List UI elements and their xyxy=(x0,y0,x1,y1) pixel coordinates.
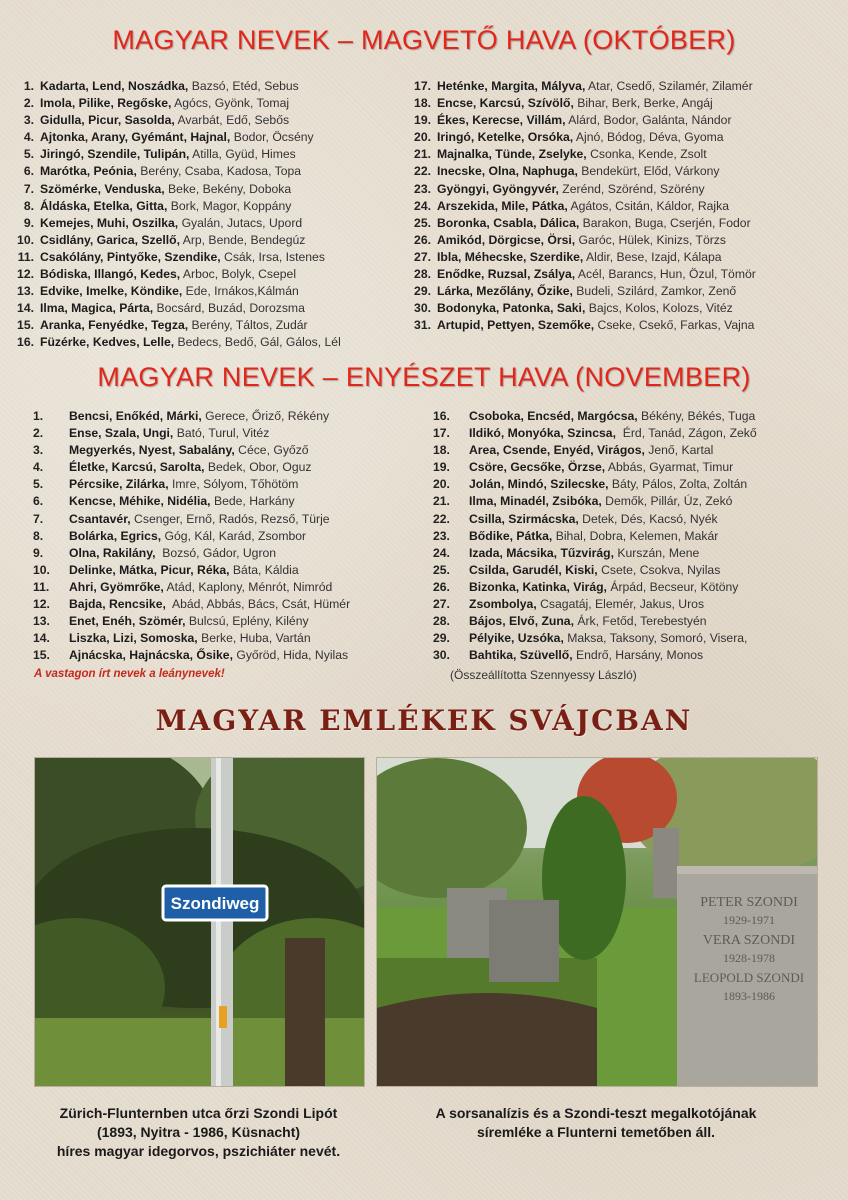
name-day-row xyxy=(433,613,757,630)
name-day-row xyxy=(403,181,756,198)
name-day-row xyxy=(433,459,757,476)
boy-names: Bede, Harkány xyxy=(210,494,295,509)
day-number: 2. xyxy=(33,426,44,441)
day-number: 14. xyxy=(17,301,34,316)
name-day-row xyxy=(433,493,757,510)
name-day-row xyxy=(403,112,756,129)
boy-names: Avarbát, Edő, Sebős xyxy=(174,113,290,128)
day-number: 7. xyxy=(33,511,44,526)
girl-names: Csantavér, xyxy=(69,511,131,526)
boy-names: Győröd, Hida, Nyilas xyxy=(232,648,349,663)
girl-names: Boronka, Csabla, Dálica, xyxy=(437,215,580,230)
name-day-row xyxy=(33,476,350,493)
day-number: 18. xyxy=(433,443,450,458)
boy-names: Csagatáj, Elemér, Jakus, Uros xyxy=(536,597,705,612)
name-day-row xyxy=(403,232,756,249)
day-number: 13. xyxy=(33,614,50,629)
boy-names: Bedecs, Bedő, Gál, Gálos, Lél xyxy=(174,335,341,350)
girl-names: Encse, Karcsú, Szívölő, xyxy=(437,96,574,111)
girl-names: Zsombolya, xyxy=(469,597,537,612)
name-day-row xyxy=(6,95,341,112)
name-day-row xyxy=(33,528,350,545)
street-sign-illustration xyxy=(35,758,364,1086)
name-day-row xyxy=(433,647,757,664)
boy-names: Barakon, Buga, Cserjén, Fodor xyxy=(579,215,751,230)
name-day-row xyxy=(433,596,757,613)
name-day-row xyxy=(433,425,757,442)
left-photo-caption xyxy=(34,1104,363,1161)
girl-names: Heténke, Margita, Mályva, xyxy=(437,79,586,93)
girl-names: Aranka, Fenyédke, Tegza, xyxy=(40,318,189,333)
day-number: 27. xyxy=(414,249,431,264)
day-number: 20. xyxy=(414,130,431,145)
day-number: 29. xyxy=(433,631,450,646)
boy-names: Ede, Irnákos,Kálmán xyxy=(182,284,299,299)
day-number: 28. xyxy=(414,267,431,282)
boy-names: Atar, Csedő, Szilamér, Zilamér xyxy=(585,79,753,93)
day-number: 3. xyxy=(33,443,44,458)
boy-names: Csák, Irsa, Istenes xyxy=(220,249,325,264)
girl-names: Csilda, Garudél, Kiski, xyxy=(469,562,598,577)
girl-names: Bahtika, Szüvellő, xyxy=(469,648,573,663)
day-number: 2. xyxy=(23,96,34,111)
day-number: 19. xyxy=(433,460,450,475)
boy-names: Ajnó, Bódog, Déva, Gyoma xyxy=(573,130,724,145)
girl-names: Pércsike, Zilárka, xyxy=(69,477,169,492)
girl-names: Pélyike, Uzsóka, xyxy=(469,631,564,646)
right-photo-caption xyxy=(376,1104,816,1142)
girl-names: Áldáska, Etelka, Gitta, xyxy=(40,198,168,213)
name-day-row xyxy=(6,300,341,317)
name-day-row xyxy=(403,317,756,334)
girl-names: Enet, Enéh, Szömér, xyxy=(69,614,186,629)
name-day-row xyxy=(433,630,757,647)
day-number: 11. xyxy=(33,579,50,594)
name-day-row xyxy=(33,545,350,562)
girl-names: Amikód, Dörgicse, Örsi, xyxy=(437,232,576,247)
name-day-row xyxy=(403,215,756,232)
girl-names: Kencse, Méhike, Nidélia, xyxy=(69,494,211,509)
girl-names: Bolárka, Egrics, xyxy=(69,528,162,543)
day-number: 21. xyxy=(433,494,450,509)
girl-names: Area, Csende, Enyéd, Virágos, xyxy=(469,443,645,458)
name-day-row xyxy=(6,146,341,163)
boy-names: Berke, Huba, Vartán xyxy=(197,631,311,646)
boy-names: Csenger, Ernő, Radós, Rezső, Türje xyxy=(130,511,330,526)
day-number: 8. xyxy=(23,198,34,213)
name-day-row xyxy=(6,215,341,232)
day-number: 17. xyxy=(433,426,450,441)
girl-names: Életke, Karcsú, Sarolta, xyxy=(69,460,205,475)
day-number: 15. xyxy=(33,648,50,663)
name-day-row xyxy=(403,283,756,300)
name-day-row xyxy=(33,425,350,442)
name-day-row xyxy=(6,283,341,300)
name-day-row xyxy=(6,249,341,266)
day-number: 24. xyxy=(433,545,450,560)
girl-names: Bájos, Elvő, Zuna, xyxy=(469,614,574,629)
name-day-row xyxy=(33,630,350,647)
boy-names: Árk, Fetőd, Terebestyén xyxy=(573,614,707,629)
day-number: 29. xyxy=(414,284,431,299)
boy-names: Alárd, Bodor, Galánta, Nándor xyxy=(565,113,732,128)
boy-names: Abbás, Gyarmat, Timur xyxy=(605,460,734,475)
girl-names: Ajtonka, Arany, Gyémánt, Hajnal, xyxy=(40,130,231,145)
girl-names: Megyerkés, Nyest, Sabalány, xyxy=(69,443,235,458)
boy-names: Atilla, Gyüd, Himes xyxy=(189,147,296,162)
day-number: 16. xyxy=(17,335,34,350)
name-day-row xyxy=(33,511,350,528)
day-number: 23. xyxy=(433,528,450,543)
girl-names: Delinke, Mátka, Picur, Réka, xyxy=(69,562,230,577)
boy-names: Gerece, Őriző, Rékény xyxy=(201,409,330,423)
girl-names: Füzérke, Kedves, Lelle, xyxy=(40,335,175,350)
day-number: 5. xyxy=(33,477,44,492)
caption-line: híres magyar idegorvos, pszichiáter nevét. xyxy=(56,1143,341,1159)
day-number: 12. xyxy=(17,267,34,282)
name-day-row xyxy=(33,647,350,664)
boy-names: Érd, Tanád, Zágon, Zekő xyxy=(615,426,757,441)
boy-names: Imre, Sólyom, Tőhötöm xyxy=(168,477,299,492)
girl-names: Ildikó, Monyóka, Szincsa, xyxy=(469,426,616,441)
boy-names: Céce, Győző xyxy=(234,443,309,458)
caption-line: (1893, Nyitra - 1986, Küsnacht) xyxy=(96,1124,301,1140)
boy-names: Csete, Csokva, Nyilas xyxy=(597,562,721,577)
name-day-row xyxy=(403,266,756,283)
day-number: 30. xyxy=(414,301,431,316)
name-day-row xyxy=(6,129,341,146)
girl-names: Imola, Pilike, Regőske, xyxy=(40,96,172,111)
girl-names: Ense, Szala, Ungi, xyxy=(69,426,174,441)
girl-names: Ilma, Magica, Párta, xyxy=(40,301,154,316)
name-day-row xyxy=(403,198,756,215)
girl-names: Bencsi, Enőkéd, Márki, xyxy=(69,409,202,423)
name-day-row xyxy=(403,249,756,266)
girl-names: Ajnácska, Hajnácska, Ősike, xyxy=(69,648,233,663)
girl-names: Gidulla, Picur, Sasolda, xyxy=(40,113,175,128)
name-day-row xyxy=(403,300,756,317)
girl-names: Kadarta, Lend, Noszádka, xyxy=(40,79,189,93)
girl-names: Inecske, Olna, Naphuga, xyxy=(437,164,578,179)
name-day-row xyxy=(403,163,756,180)
day-number: 27. xyxy=(433,597,450,612)
boy-names: Abád, Abbás, Bács, Csát, Hümér xyxy=(165,597,351,612)
boy-names: Endrő, Harsány, Monos xyxy=(572,648,704,663)
stone-line-5: LEOPOLD SZONDI xyxy=(693,970,805,985)
day-number: 24. xyxy=(414,198,431,213)
boy-names: Budeli, Szilárd, Zamkor, Zenő xyxy=(572,284,737,299)
name-day-row xyxy=(433,408,757,425)
day-number: 15. xyxy=(17,318,34,333)
november-list-left xyxy=(33,408,350,664)
girl-names: Jiringó, Szendile, Tulipán, xyxy=(40,147,190,162)
name-day-row xyxy=(403,95,756,112)
girl-names: Csidlány, Garica, Szellő, xyxy=(40,232,180,247)
name-day-row xyxy=(403,78,756,95)
girl-names: Majnalka, Tünde, Zselyke, xyxy=(437,147,587,162)
name-day-row xyxy=(6,317,341,334)
boy-names: Berény, Táltos, Zudár xyxy=(188,318,308,333)
boy-names: Agátos, Csitán, Káldor, Rajka xyxy=(567,198,729,213)
boy-names: Zerénd, Szörénd, Szörény xyxy=(558,181,705,196)
boy-names: Békény, Békés, Tuga xyxy=(637,409,756,423)
name-day-row xyxy=(33,596,350,613)
boy-names: Berény, Csaba, Kadosa, Topa xyxy=(136,164,302,179)
caption-line: Zürich-Flunternben utca őrzi Szondi Lipót xyxy=(59,1105,338,1121)
boy-names: Bork, Magor, Koppány xyxy=(167,198,292,213)
november-title: MAGYAR NEVEK – ENYÉSZET HAVA (NOVEMBER) xyxy=(97,362,751,392)
gravestone-illustration xyxy=(377,758,817,1086)
stone-line-4: 1928-1978 xyxy=(723,951,775,965)
day-number: 10. xyxy=(33,562,50,577)
boy-names: Bedek, Obor, Oguz xyxy=(204,460,312,475)
cemetery-photo xyxy=(376,757,818,1087)
name-day-row xyxy=(433,545,757,562)
girl-names: Ékes, Kerecse, Villám, xyxy=(437,113,566,128)
day-number: 6. xyxy=(23,164,34,179)
boy-names: Bihal, Dobra, Kelemen, Makár xyxy=(552,528,719,543)
boy-names: Gyalán, Jutacs, Upord xyxy=(178,215,303,230)
boy-names: Atád, Kaplony, Ménrót, Nimród xyxy=(163,579,333,594)
girl-names: Bizonka, Katinka, Virág, xyxy=(469,579,607,594)
name-day-row xyxy=(433,528,757,545)
boy-names: Bendekürt, Előd, Várkony xyxy=(577,164,720,179)
day-number: 9. xyxy=(33,545,44,560)
boy-names: Detek, Dés, Kacsó, Nyék xyxy=(578,511,718,526)
girl-names: Szömérke, Venduska, xyxy=(40,181,165,196)
name-day-row xyxy=(33,579,350,596)
day-number: 6. xyxy=(33,494,44,509)
november-list-right xyxy=(433,408,757,664)
boy-names: Cseke, Csekő, Farkas, Vajna xyxy=(594,318,755,333)
girl-names: Bodonyka, Patonka, Saki, xyxy=(437,301,586,316)
day-number: 26. xyxy=(433,579,450,594)
october-title: MAGYAR NEVEK – MAGVETŐ HAVA (OKTÓBER) xyxy=(112,25,736,55)
boy-names: Bajcs, Kolos, Kolozs, Vitéz xyxy=(585,301,733,316)
girl-names: Arszekida, Mile, Pátka, xyxy=(437,198,568,213)
boy-names: Báty, Pálos, Zolta, Zoltán xyxy=(608,477,748,492)
october-list-right xyxy=(403,78,756,334)
name-day-row xyxy=(433,476,757,493)
girl-names: Ibla, Méhecske, Szerdike, xyxy=(437,249,584,264)
name-day-row xyxy=(403,146,756,163)
girl-names: Izada, Mácsika, Tűzvirág, xyxy=(469,545,614,560)
stone-line-6: 1893-1986 xyxy=(723,989,775,1003)
boy-names: Demők, Pillár, Úz, Zekó xyxy=(601,494,733,509)
boy-names: Bató, Turul, Vitéz xyxy=(173,426,270,441)
girl-names: Artupid, Pettyen, Szemőke, xyxy=(437,318,595,333)
boy-names: Bihar, Berk, Berke, Angáj xyxy=(573,96,713,111)
girl-names: Lárka, Mezőlány, Őzike, xyxy=(437,284,573,299)
name-day-row xyxy=(433,511,757,528)
day-number: 4. xyxy=(33,460,44,475)
girl-names: Gyöngyi, Gyöngyvér, xyxy=(437,181,559,196)
stone-line-1: PETER SZONDI xyxy=(700,895,798,910)
boy-names: Bulcsú, Eplény, Kilény xyxy=(185,614,309,629)
boy-names: Agócs, Gyönk, Tomaj xyxy=(171,96,290,111)
day-number: 22. xyxy=(414,164,431,179)
name-day-row xyxy=(433,442,757,459)
day-number: 11. xyxy=(17,249,34,264)
name-day-row xyxy=(403,129,756,146)
girl-names: Enődke, Ruzsal, Zsálya, xyxy=(437,267,576,282)
boy-names: Arp, Bende, Bendegúz xyxy=(179,232,306,247)
october-list-left xyxy=(6,78,341,352)
name-day-row xyxy=(433,579,757,596)
girl-names: Liszka, Lizi, Somoska, xyxy=(69,631,198,646)
name-day-row xyxy=(6,334,341,351)
stone-line-2: 1929-1971 xyxy=(723,913,775,927)
day-number: 13. xyxy=(17,284,34,299)
name-day-row xyxy=(33,408,350,425)
day-number: 28. xyxy=(433,614,450,629)
day-number: 18. xyxy=(414,96,431,111)
girl-names: Iringó, Ketelke, Orsóka, xyxy=(437,130,574,145)
name-day-row xyxy=(33,562,350,579)
day-number: 31. xyxy=(414,318,431,333)
day-number: 9. xyxy=(23,215,34,230)
day-number: 12. xyxy=(33,597,50,612)
day-number: 1. xyxy=(23,79,34,93)
girl-names: Csöre, Gecsőke, Örzse, xyxy=(469,460,606,475)
girl-names: Csakólány, Pintyőke, Szendike, xyxy=(40,249,221,264)
day-number: 10. xyxy=(17,232,34,247)
boy-names: Báta, Káldia xyxy=(229,562,299,577)
girl-names: Bődike, Pátka, xyxy=(469,528,553,543)
boy-names: Bozsó, Gádor, Ugron xyxy=(155,545,277,560)
name-day-row xyxy=(33,613,350,630)
day-number: 26. xyxy=(414,232,431,247)
stone-line-3: VERA SZONDI xyxy=(702,933,796,948)
street-sign-text: Szondiweg xyxy=(170,894,260,913)
compiler-credit: (Összeállította Szennyessy László) xyxy=(450,668,637,682)
name-day-row xyxy=(6,266,341,283)
day-number: 19. xyxy=(414,113,431,128)
day-number: 17. xyxy=(414,79,431,93)
girl-names: Olna, Rakilány, xyxy=(69,545,156,560)
girl-names: Jolán, Mindó, Szilecske, xyxy=(469,477,609,492)
girl-names: Kemejes, Muhi, Oszilka, xyxy=(40,215,179,230)
boy-names: Bazsó, Etéd, Sebus xyxy=(188,79,299,93)
szondiweg-photo xyxy=(34,757,365,1087)
name-day-row xyxy=(33,442,350,459)
memories-title: MAGYAR EMLÉKEK SVÁJCBAN xyxy=(155,704,693,737)
boy-names: Acél, Barancs, Hun, Özul, Tömör xyxy=(575,267,756,282)
day-number: 8. xyxy=(33,528,44,543)
boy-names: Bocsárd, Buzád, Dorozsma xyxy=(153,301,305,316)
boy-names: Árpád, Becseur, Kötöny xyxy=(606,579,739,594)
name-day-row xyxy=(6,163,341,180)
girl-names: Csilla, Szirmácska, xyxy=(469,511,579,526)
girl-names: Marótka, Peónia, xyxy=(40,164,137,179)
caption-line: síremléke a Flunterni temetőben áll. xyxy=(476,1124,716,1140)
boy-names: Garóc, Hülek, Kinizs, Törzs xyxy=(575,232,726,247)
day-number: 25. xyxy=(433,562,450,577)
boy-names: Bodor, Öcsény xyxy=(230,130,314,145)
name-day-row xyxy=(6,198,341,215)
name-day-row xyxy=(6,232,341,249)
boy-names: Csonka, Kende, Zsolt xyxy=(586,147,707,162)
day-number: 7. xyxy=(23,181,34,196)
day-number: 16. xyxy=(433,409,450,423)
caption-line: A sorsanalízis és a Szondi-teszt megalkotójának xyxy=(435,1105,757,1121)
girl-names: Ahri, Gyömrőke, xyxy=(69,579,164,594)
name-day-row xyxy=(6,112,341,129)
boy-names: Kurszán, Mene xyxy=(613,545,700,560)
day-number: 23. xyxy=(414,181,431,196)
day-number: 25. xyxy=(414,215,431,230)
day-number: 21. xyxy=(414,147,431,162)
day-number: 5. xyxy=(23,147,34,162)
name-day-row xyxy=(33,493,350,510)
boy-names: Arboc, Bolyk, Csepel xyxy=(180,267,297,282)
day-number: 14. xyxy=(33,631,50,646)
name-day-row xyxy=(33,459,350,476)
name-day-row xyxy=(433,562,757,579)
name-day-row xyxy=(6,78,341,95)
girl-names: Ilma, Minadél, Zsibóka, xyxy=(469,494,602,509)
day-number: 3. xyxy=(23,113,34,128)
boy-names: Beke, Bekény, Doboka xyxy=(164,181,292,196)
boy-names: Jenő, Kartal xyxy=(644,443,714,458)
girl-names: Bajda, Rencsike, xyxy=(69,597,166,612)
name-day-row xyxy=(6,181,341,198)
boy-names: Maksa, Taksony, Somoró, Visera, xyxy=(563,631,748,646)
girl-names-note: A vastagon írt nevek a leánynevek! xyxy=(34,668,225,680)
day-number: 4. xyxy=(23,130,34,145)
girl-names: Edvike, Imelke, Köndike, xyxy=(40,284,183,299)
day-number: 20. xyxy=(433,477,450,492)
day-number: 1. xyxy=(33,409,44,423)
day-number: 30. xyxy=(433,648,450,663)
girl-names: Csoboka, Encséd, Margócsa, xyxy=(469,409,638,423)
boy-names: Aldir, Bese, Izajd, Kálapa xyxy=(583,249,722,264)
day-number: 22. xyxy=(433,511,450,526)
girl-names: Bódiska, Illangó, Kedes, xyxy=(40,267,181,282)
boy-names: Góg, Kál, Karád, Zsombor xyxy=(161,528,307,543)
